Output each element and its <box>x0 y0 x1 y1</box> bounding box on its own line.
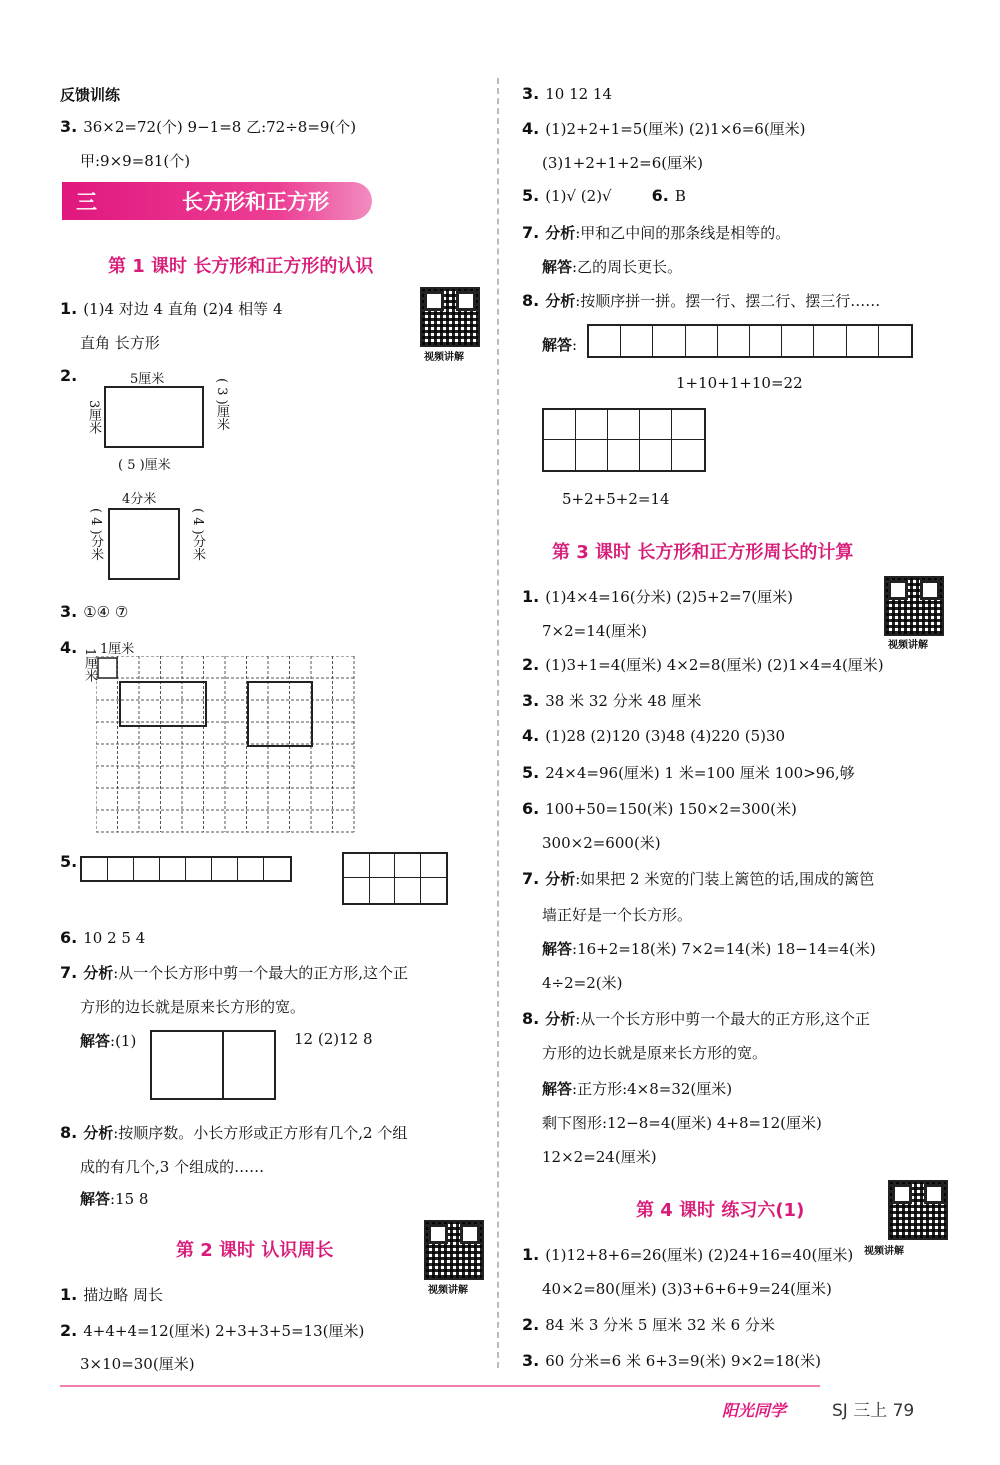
l4q3-line: 3. 60 分米=6 米 6+3=9(米) 9×2=18(米) <box>522 1351 821 1370</box>
block2-row-1 <box>542 408 706 440</box>
l1q8-line-b: 成的有几个,3 个组成的…… <box>80 1158 265 1176</box>
lesson1-title: 第 1 课时 长方形和正方形的认识 <box>108 256 374 277</box>
r3-line: 3. 10 12 14 <box>522 84 613 103</box>
brand-logo: 阳光同学 <box>722 1401 787 1420</box>
l1q7-line: 7. 分析:从一个长方形中剪一个最大的正方形,这个正 <box>60 963 409 982</box>
square-right-label: ( 4 )分米 <box>190 508 205 561</box>
r4-line: 4. (1)2+2+1=5(厘米) (2)1×6=6(厘米) <box>522 119 806 138</box>
l3q7-answer: 解答:16+2=18(米) 7×2=14(米) 18−14=4(米) <box>542 940 876 958</box>
rect-left-label: 3厘米 <box>86 400 101 435</box>
square-figure <box>108 508 180 580</box>
l3q8-line-c: 剩下图形:12−8=4(厘米) 4+8=12(厘米) <box>542 1114 822 1132</box>
lesson3-title: 第 3 课时 长方形和正方形周长的计算 <box>552 542 854 563</box>
r8-equation-2: 5+2+5+2=14 <box>562 490 670 508</box>
block2-row-2 <box>542 439 706 472</box>
l1q5-num: 5. <box>60 852 78 871</box>
rect-right-label: ( 3 )厘米 <box>214 378 229 431</box>
l3q6-line-b: 300×2=600(米) <box>542 834 661 852</box>
l1q8-answer: 解答:15 8 <box>80 1190 149 1208</box>
l1q2-num: 2. <box>60 366 78 385</box>
l4q2-line: 2. 84 米 3 分米 5 厘米 32 米 6 分米 <box>522 1315 775 1334</box>
l1q1-line: 1. (1)4 对边 4 直角 (2)4 相等 4 <box>60 299 283 318</box>
l1q7-answer-tail: 12 (2)12 8 <box>294 1030 373 1048</box>
section-banner <box>62 182 372 220</box>
qr-code-icon[interactable] <box>424 1220 484 1280</box>
l3q7-line-b: 墙正好是一个长方形。 <box>542 906 693 924</box>
strip-10-squares <box>587 324 913 358</box>
qr-code-icon[interactable] <box>420 287 480 347</box>
l3q8-answer: 解答:正方形:4×8=32(厘米) <box>542 1080 733 1098</box>
l3q2-line: 2. (1)3+1=4(厘米) 4×2=8(厘米) (2)1×4=4(厘米) <box>522 655 884 674</box>
footer-rule <box>60 1385 820 1387</box>
l3q8-line: 8. 分析:从一个长方形中剪一个最大的正方形,这个正 <box>522 1009 871 1028</box>
dotted-grid <box>96 656 356 834</box>
l3q7-line: 7. 分析:如果把 2 米宽的门装上篱笆的话,围成的篱笆 <box>522 869 875 888</box>
column-divider <box>497 78 499 1368</box>
l1q7-line-b: 方形的边长就是原来长方形的宽。 <box>80 998 306 1016</box>
l1q7-answer: 解答:(1) <box>80 1032 137 1050</box>
fb3-line-b: 甲:9×9=81(个) <box>80 152 191 170</box>
rect-bottom-label: ( 5 )厘米 <box>118 458 171 473</box>
qr-caption: 视频讲解 <box>888 640 928 651</box>
l4q1-line-b: 40×2=80(厘米) (3)3+6+6+9=24(厘米) <box>542 1280 832 1298</box>
r5-line: 5. (1)√ (2)√ 6. B <box>522 186 686 205</box>
r4-line-b: (3)1+2+1+2=6(厘米) <box>542 154 703 172</box>
qr-code-icon[interactable] <box>884 576 944 636</box>
l1q4-num: 4. <box>60 638 78 657</box>
square-left-label: ( 4 )分米 <box>88 508 103 561</box>
l3q5-line: 5. 24×4=96(厘米) 1 米=100 厘米 100>96,够 <box>522 763 855 782</box>
l2q2-line-b: 3×10=30(厘米) <box>80 1355 195 1373</box>
qr-caption: 视频讲解 <box>864 1246 904 1257</box>
grid-left-label: 1厘米 <box>82 648 97 683</box>
block-row-1 <box>342 852 448 878</box>
l1q6-line: 6. 10 2 5 4 <box>60 928 146 947</box>
l1q1-line-b: 直角 长方形 <box>80 334 160 352</box>
l3q1-line: 1. (1)4×4=16(分米) (2)5+2=7(厘米) <box>522 587 793 606</box>
r7-line: 7. 分析:甲和乙中间的那条线是相等的。 <box>522 223 791 242</box>
l1q8-line: 8. 分析:按顺序数。小长方形或正方形有几个,2 个组 <box>60 1123 408 1142</box>
l1q3-line: 3. ①④ ⑦ <box>60 602 129 621</box>
fb3-line: 3. 36×2=72(个) 9−1=8 乙:72÷8=9(个) <box>60 117 357 136</box>
l3q6-line: 6. 100+50=150(米) 150×2=300(米) <box>522 799 797 818</box>
l4q1-line: 1. (1)12+8+6=26(厘米) (2)24+16=40(厘米) <box>522 1245 854 1264</box>
r8-equation-1: 1+10+1+10=22 <box>676 374 803 392</box>
l3q3-line: 3. 38 米 32 分米 48 厘米 <box>522 691 702 710</box>
qr-code-icon[interactable] <box>888 1180 948 1240</box>
r7-answer: 解答:乙的周长更长。 <box>542 258 683 276</box>
strip-8-squares <box>80 856 292 882</box>
block-row-2 <box>342 877 448 905</box>
l2q2-line: 2. 4+4+4=12(厘米) 2+3+3+5=13(厘米) <box>60 1321 365 1340</box>
feedback-title: 反馈训练 <box>60 86 121 104</box>
r8-answer-label: 解答: <box>542 336 578 354</box>
qr-caption: 视频讲解 <box>424 352 464 363</box>
l2q1-line: 1. 描边略 周长 <box>60 1285 163 1304</box>
banner-title: 长方形和正方形 <box>182 190 329 214</box>
lesson2-title: 第 2 课时 认识周长 <box>176 1240 334 1261</box>
page-number: SJ 三上 79 <box>832 1401 915 1421</box>
r8-line: 8. 分析:按顺序拼一拼。摆一行、摆二行、摆三行…… <box>522 291 881 310</box>
grid-top-label: 1厘米 <box>100 642 135 657</box>
banner-num: 三 <box>76 190 97 214</box>
l3q4-line: 4. (1)28 (2)120 (3)48 (4)220 (5)30 <box>522 726 786 745</box>
square-top-label: 4分米 <box>122 492 157 507</box>
qr-caption: 视频讲解 <box>428 1285 468 1296</box>
l3q8-line-b: 方形的边长就是原来长方形的宽。 <box>542 1044 768 1062</box>
cut-rectangle-figure <box>150 1030 276 1100</box>
l3q7-line-c: 4÷2=2(米) <box>542 974 623 992</box>
rect-top-label: 5厘米 <box>130 372 165 387</box>
rectangle-figure <box>104 386 204 448</box>
l3q1-line-b: 7×2=14(厘米) <box>542 622 648 640</box>
lesson4-title: 第 4 课时 练习六(1) <box>636 1200 805 1221</box>
l3q8-line-d: 12×2=24(厘米) <box>542 1148 657 1166</box>
